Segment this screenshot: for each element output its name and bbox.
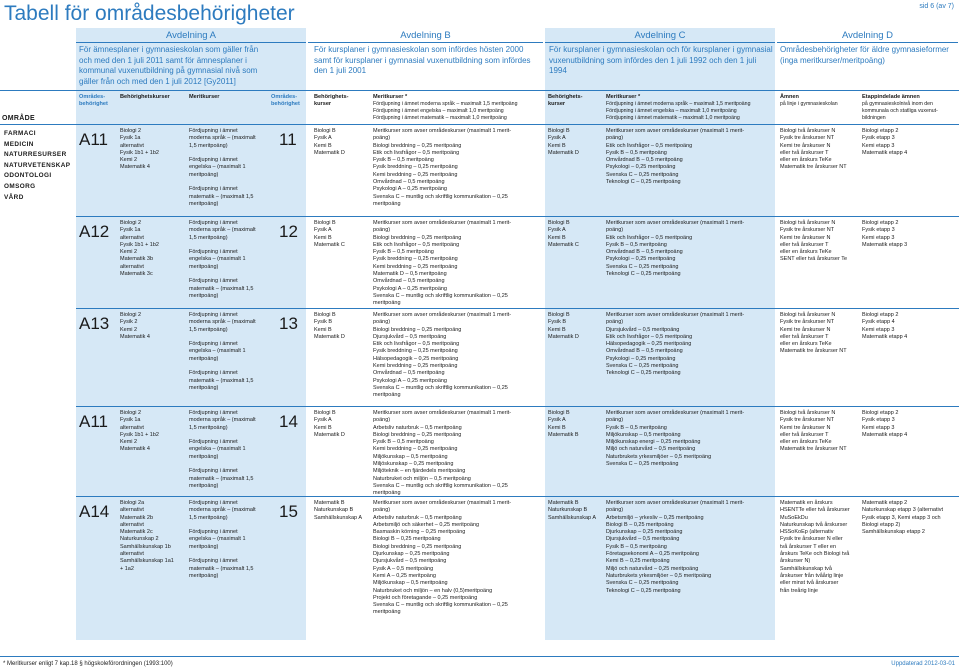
avdelning-d-header: Avdelning D xyxy=(777,30,958,43)
a-meritkurser: Fördjupning i ämnet moderna språk – (maximalt 1,5 meritpoäng) Fördjupning i ämnet engelska – (maximalt 1 meritpoäng) Fördjupning i ämnet matematik – (maximalt 1,5 meritpoäng) xyxy=(189,410,256,489)
b-code: 15 xyxy=(279,502,298,521)
d-etapp-header: Etappindelade ämnen xyxy=(862,94,920,100)
c-meritkurser: Meritkurser som avser områdeskurser (maximalt 1 merit- poäng) Fysik B – 0,5 meritpoäng Miljökunskap – 0,5 meritpoäng Miljökunskap energi – 0,25 meritpoäng Miljö och naturvård – 0,5 meritpoäng Naturbrukets yrkesmiljöer – 0,5 meritpoäng Svenska C – 0,25 meritpoäng xyxy=(606,410,745,468)
c-meritkurser: Meritkurser som avser områdeskurser (maximalt 1 merit- poäng) Etik och livsfrågor – 0,5 meritpoäng Fysik B – 0,5 meritpoäng Omvårdnad B – 0,5 meritpoäng Psykologi – 0,25 meritpoäng Svenska C – 0,25 meritpoäng Teknologi C – 0,25 meritpoäng xyxy=(606,220,745,278)
c-behorighetskurser: Biologi B Fysik A Kemi B Matematik D xyxy=(548,128,579,156)
a-beh-header: Behörighetskurser xyxy=(120,94,170,100)
a-meritkurser: Fördjupning i ämnet moderna språk – (maximalt 1,5 meritpoäng) Fördjupning i ämnet engelska – (maximalt 1 meritpoäng) Fördjupning i ämnet matematik – (maximalt 1,5 meritpoäng) xyxy=(189,500,256,579)
b-code: 14 xyxy=(279,412,298,431)
page-title: Tabell för områdesbehörigheter xyxy=(4,2,295,25)
d-etapp-sub: på gymnasieskolnivå inom den kommunala och statliga vuxenut-bildningen xyxy=(862,101,938,121)
updated-date: Uppdaterad 2012-03-01 xyxy=(891,661,955,667)
c-meritkurser: Meritkurser som avser områdeskurser (maximalt 1 merit- poäng) Djursjukvård – 0,5 meritpoäng Etik och livsfrågor – 0,5 meritpoäng Hälsopedagogik – 0,25 meritpoäng Omvårdnad B – 0,5 meritpoäng Psykologi – 0,25 meritpoäng Svenska C – 0,25 meritpoäng Teknologi C – 0,25 meritpoäng xyxy=(606,312,745,377)
b-behorighetskurser: Matematik B Naturkunskap B Samhällskunskap A xyxy=(314,500,362,521)
b-meritkurser: Meritkurser som avser områdeskurser (maximalt 1 merit- poäng) Biologi breddning – 0,25 meritpoäng Etik och livsfrågor – 0,5 meritpoäng Fysik B – 0,5 meritpoäng Fysik breddning – 0,25 meritpoäng Kemi breddning – 0,25 meritpoäng Omvårdnad – 0,5 meritpoäng Psykologi A – 0,25 meritpoäng Svenska C – muntlig och skriftlig kommunikation – 0,25 meritpoäng xyxy=(373,128,512,207)
a-code: A11 xyxy=(79,412,108,431)
d-etappindelade-amnen: Biologi etapp 2 Fysik etapp 3 Kemi etapp 3 Matematik etapp 4 xyxy=(862,410,908,438)
b-behorighetskurser: Biologi B Fysik A Kemi B Matematik C xyxy=(314,220,345,248)
a-code: A11 xyxy=(79,130,108,149)
b-meritkurser: Meritkurser som avser områdeskurser (maximalt 1 merit- poäng) Biologi breddning – 0,25 meritpoäng Etik och livsfrågor – 0,5 meritpoäng Fysik B – 0,5 meritpoäng Fysik breddning – 0,25 meritpoäng Kemi breddning – 0,25 meritpoäng Matematik D – 0,5 meritpoäng Omvårdnad – 0,5 meritpoäng Psykologi A – 0,25 meritpoäng Svenska C – muntlig och skriftlig kommunikation – 0,25 meritpoäng xyxy=(373,220,512,307)
area-list: FARMACI MEDICIN NATURRESURSER NATURVETENSKAP ODONTOLOGI OMSORG VÅRD xyxy=(4,130,71,201)
a-meritkurser: Fördjupning i ämnet moderna språk – (maximalt 1,5 meritpoäng) Fördjupning i ämnet engelska – (maximalt 1 meritpoäng) Fördjupning i ämnet matematik – (maximalt 1,5 meritpoäng) xyxy=(189,312,256,391)
c-mer-header: Meritkurser * xyxy=(606,94,641,100)
d-etappindelade-amnen: Biologi etapp 2 Fysik etapp 4 Kemi etapp 3 Matematik etapp 4 xyxy=(862,312,908,340)
c-meritkurser: Meritkurser som avser områdeskurser (maximalt 1 merit- poäng) Arbetsmiljö – yrkesliv – 0,25 meritpoäng Biologi B – 0,25 meritpoäng Djurkunskap – 0,25 meritpoäng Djursjukvård – 0,5 meritpoäng Fysik B – 0,5 meritpoäng Företagsekonomi A – 0,25 meritpoäng Kemi B – 0,25 meritpoäng Miljö och naturvård – 0,25 meritpoäng Naturbrukets yrkesmiljöer – 0,5 meritpoäng Svenska C – 0,25 meritpoäng Teknologi C – 0,25 meritpoäng xyxy=(606,500,745,594)
d-amnen: Biologi två årskurser N Fysik tre årskurser NT Kemi tre årskurser N eller två årskurser T eller en årskurs TeKe Matematik tre årskurser NT xyxy=(780,410,847,453)
a-code: A12 xyxy=(79,222,110,241)
b-meritkurser: Meritkurser som avser områdeskurser (maximalt 1 merit- poäng) Arbetsliv naturbruk – 0,5 meritpoäng Arbetsmiljö och säkerhet – 0,25 meritpoäng Basmaskin körning – 0,25 meritpoäng Biologi B – 0,25 meritpoäng Biologi breddning – 0,25 meritpoäng Djurkunskap – 0,25 meritpoäng Djursjukvård – 0,5 meritpoäng Fysik A – 0,5 meritpoäng Kemi A – 0,25 meritpoäng Miljökunskap – 0,5 meritpoäng Naturbruket och miljön – en halv (0,5)meritpoäng Projekt och företagande – 0,25 meritpoäng Svenska C – muntlig och skriftlig kommunikation – 0,25 meritpoäng xyxy=(373,500,512,616)
d-etappindelade-amnen: Biologi etapp 2 Fysik etapp 3 Kemi etapp 3 Matematik etapp 4 xyxy=(862,128,908,156)
b-code: 11 xyxy=(279,130,297,149)
b-code: 13 xyxy=(279,314,298,333)
a-behorighetskurser: Biologi 2 Fysik 1a alternativt Fysik 1b1 + 1b2 Kemi 2 Matematik 3b alternativt Matematik 3c xyxy=(120,220,159,278)
a-behorighetskurser: Biologi 2 Fysik 1a alternativt Fysik 1b1 + 1b2 Kemi 2 Matematik 4 xyxy=(120,410,159,453)
d-amnen: Biologi två årskurser N Fysik tre årskurser NT Kemi tre årskurser N eller två årskurser T eller en årskurs TeKe SENT eller tvä årskurser Te xyxy=(780,220,848,263)
c-meritkurser: Meritkurser som avser områdeskurser (maximalt 1 merit- poäng) Etik och livsfrågor – 0,5 meritpoäng Fysik B – 0,5 meritpoäng Omvårdnad B – 0,5 meritpoäng Psykologi – 0,25 meritpoäng Svenska C – 0,25 meritpoäng Teknologi C – 0,25 meritpoäng xyxy=(606,128,745,186)
row-divider xyxy=(76,406,959,407)
d-amnen: Matematik en årskurs HSENTTe eller två årskurser MuSoEkDu Naturkunskap två årskurser HSSoKoEp (alternativ Fysik tre årskurser N eller två årskurser T eller en årskurs TeKe och Biologi två årskurser N) Samhällskunskap två årskurser från tvåårig linje eller minst två årskurser från treårig linje xyxy=(780,500,850,594)
a-code: A13 xyxy=(79,314,110,333)
c-behorighetskurser: Matematik B Naturkunskap B Samhällskunskap A xyxy=(548,500,596,521)
intro-c: För kursplaner i gymnasieskolan och för kursplaner i gymnasial vuxenutbildning som infördes den 1 juli 1992 och den 1 juli 1994 xyxy=(549,45,773,75)
subheader-divider xyxy=(0,90,959,91)
b-behorighetskurser: Biologi B Fysik A Kemi B Matematik D xyxy=(314,128,345,156)
c-behorighetskurser: Biologi B Fysik B Kemi B Matematik D xyxy=(548,312,579,340)
d-amnen: Biologi två årskurser N Fysik tre årskurser NT Kemi tre årskurser N eller två årskurser T eller en årskurs TeKe Matematik tre årskurser NT xyxy=(780,312,847,355)
a-meritkurser: Fördjupning i ämnet moderna språk – (maximalt 1,5 meritpoäng) Fördjupning i ämnet engelska – (maximalt 1 meritpoäng) Fördjupning i ämnet matematik – (maximalt 1,5 meritpoäng) xyxy=(189,128,256,207)
row-divider xyxy=(76,308,959,309)
omrade-label: OMRÅDE xyxy=(2,115,35,122)
d-amnen-sub: på linje i gymnasieskolan xyxy=(780,101,838,107)
row-divider xyxy=(76,496,959,497)
d-amnen: Biologi två årskurser N Fysik tre årskurser NT Kemi tre årskurser N eller två årskurser T eller en årskurs TeKe Matematik tre årskurser NT xyxy=(780,128,847,171)
c-behorighetskurser: Biologi B Fysik A Kemi B Matematik C xyxy=(548,220,579,248)
d-etappindelade-amnen: Matematik etapp 2 Naturkunskap etapp 3 (alternativt Fysik etapp 3, Kemi etapp 3 och Biologi etapp 2) Samhällskunskap etapp 2 xyxy=(862,500,944,536)
footnote: * Meritkurser enligt 7 kap.18 § högskoleförordningen (1993:100) xyxy=(3,661,173,667)
b-mer-header: Meritkurser * xyxy=(373,94,408,100)
b-behorighetskurser: Biologi B Fysik B Kemi B Matematik D xyxy=(314,312,345,340)
b-meritkurser: Meritkurser som avser områdeskurser (maximalt 1 merit- poäng) Biologi breddning – 0,25 meritpoäng Djursjukvård – 0,5 meritpoäng Etik och livsfrågor – 0,5 meritpoäng Fysik breddning – 0,25 meritpoäng Hälsopedagogik – 0,25 meritpoäng Kemi breddning – 0,25 meritpoäng Omvårdnad – 0,5 meritpoäng Psykologi A – 0,25 meritpoäng Svenska C – muntlig och skriftlig kommunikation – 0,25 meritpoäng xyxy=(373,312,512,399)
a-behorighetskurser: Biologi 2 Fysik 2 Kemi 2 Matematik 4 xyxy=(120,312,150,340)
b-beh-header: Behörighets- kurser xyxy=(314,94,349,107)
c-behorighetskurser: Biologi B Fysik A Kemi B Matematik B xyxy=(548,410,579,438)
a-code: A14 xyxy=(79,502,110,521)
a-meritkurser: Fördjupning i ämnet moderna språk – (maximalt 1,5 meritpoäng) Fördjupning i ämnet engelska – (maximalt 1 meritpoäng) Fördjupning i ämnet matematik – (maximalt 1,5 meritpoäng) xyxy=(189,220,256,299)
avdelning-b-code-band xyxy=(268,28,306,640)
a-omrade-header: Områdes- behörighet xyxy=(79,94,108,107)
intro-d: Områdesbehörigheter för äldre gymnasieformer (inga meritkurser/meritpoäng) xyxy=(780,45,949,65)
b-mer-lines: Fördjupning i ämnet moderna språk – maximalt 1,5 meritpoäng Fördjupning i ämnet engelska – maximalt 1,0 meritpoäng Fördjupning i ämnet matematik – maximalt 1,0 meritpoäng xyxy=(373,101,518,121)
avdelning-a-header: Avdelning A xyxy=(76,30,306,43)
a-behorighetskurser: Biologi 2 Fysik 1a alternativt Fysik 1b1 + 1b2 Kemi 2 Matematik 4 xyxy=(120,128,159,171)
b-behorighetskurser: Biologi B Fysik A Kemi B Matematik D xyxy=(314,410,345,438)
b-code: 12 xyxy=(279,222,298,241)
avdelning-b-header: Avdelning B xyxy=(308,30,543,43)
table-top-divider xyxy=(0,124,959,125)
b-meritkurser: Meritkurser som avser områdeskurser (maximalt 1 merit- poäng) Arbetsliv naturbruk – 0,5 meritpoäng Biologi breddning – 0,25 meritpoäng Fysik B – 0,5 meritpoäng Kemi breddning – 0,25 meritpoäng Miljökunskap – 0,5 meritpoäng Miljöskunskap – 0,25 meritpoäng Miljöteknik – en fjärdedels meritpoäng Naturbruket och miljön – 0,5 meritpoäng Svenska C – muntlig och skriftlig kommunikation – 0,25 meritpoäng xyxy=(373,410,512,497)
b-omrade-header: Områdes- behörighet xyxy=(271,94,300,107)
c-beh-header: Behörighets- kurser xyxy=(548,94,583,107)
d-amnen-header: Ämnen xyxy=(780,94,799,100)
c-mer-lines: Fördjupning i ämnet moderna språk – maximalt 1,5 meritpoäng Fördjupning i ämnet engelska – maximalt 1,0 meritpoäng Fördjupning i ämnet matematik – maximalt 1,0 meritpoäng xyxy=(606,101,751,121)
a-behorighetskurser: Biologi 2a alternativt Matematik 2b alternativt Matematik 2c Naturkunskap 2 Samhällskunskap 1b alternativt Samhällskunskap 1a1 + 1a2 xyxy=(120,500,174,572)
page-number: sid 6 (av 7) xyxy=(919,3,954,10)
intro-b: För kursplaner i gymnasieskolan som infördes hösten 2000 samt för kursplaner i gymnasial vuxenutbildning som infördes den 1 juli 2001 xyxy=(314,45,531,75)
a-mer-header: Meritkurser xyxy=(189,94,220,100)
row-divider xyxy=(76,216,959,217)
intro-a: För ämnesplaner i gymnasieskolan som gäller från och med den 1 juli 2011 samt för ämnesplaner i kommunal vuxenutbildning på gymnasial nivå som gäller från och med den 1 juli 2012 [Gy2011] xyxy=(79,45,259,86)
footer-divider xyxy=(0,656,959,657)
d-etappindelade-amnen: Biologi etapp 2 Fysik etapp 3 Kemi etapp 3 Matematik etapp 3 xyxy=(862,220,908,248)
avdelning-c-header: Avdelning C xyxy=(545,30,775,43)
